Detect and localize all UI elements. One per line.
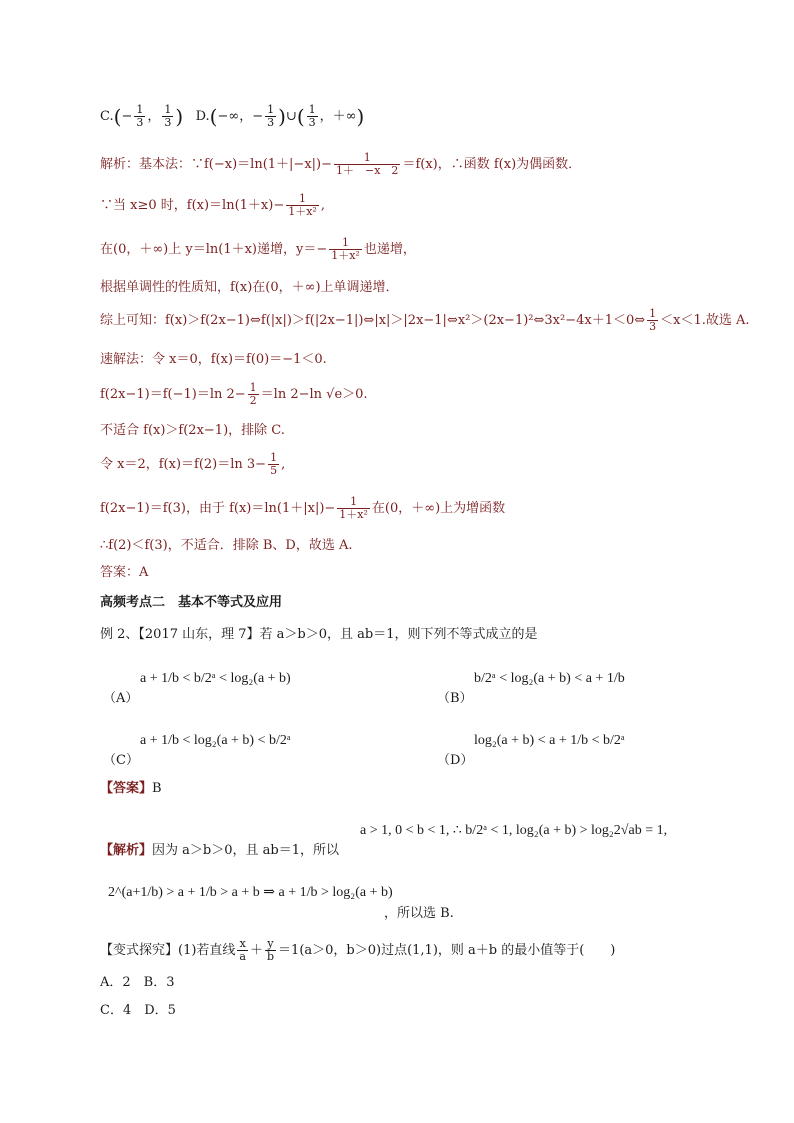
answer-a-line: 答案：A: [100, 565, 149, 580]
choose-b-text: ，所以选 B.: [384, 906, 454, 921]
section-heading: 高频考点二 基本不等式及应用: [100, 595, 283, 610]
option-c-label: （C）: [103, 753, 139, 768]
solution-line-increasing: 在(0，＋∞)上 y＝ln(1＋x)递增，y＝− $\frac{1}{\text{1＋x²}}$ 也递增，: [100, 236, 416, 262]
option-a-expr: a + 1/b < b/2ᵃ < log₂(a + b): [140, 671, 291, 686]
analysis-math: a > 1, 0 < b < 1, ∴ b/2ᵃ < 1, log₂(a + b) > log₂2√ab = 1,: [360, 823, 668, 838]
example-2-stem: 例 2、【2017 山东，理 7】若 a＞b＞0，且 ab＝1，则下列不等式成立的是: [100, 627, 538, 642]
solution-line-monotonic: 根据单调性的性质知，f(x)在(0，＋∞)上单调递增．: [100, 280, 399, 295]
option-c-expr: a + 1/b < log₂(a + b) < b/2ᵃ: [140, 733, 291, 748]
option-d-label: （D）: [437, 753, 474, 768]
option-b-label: （B）: [437, 691, 473, 706]
increasing-function-line: f(2x−1)＝f(3)，由于 f(x)＝ln(1＋|x|)− $\frac{1}{\text{1＋x²}}$ 在(0，＋∞)上为增函数: [100, 495, 506, 521]
options-c-d: C.(− $\frac{1}{3}$ ， $\frac{1}{3}$ ) D.(−∞，− $\frac{1}{3}$ )∪( $\frac{1}{3}$ ，＋∞): [100, 103, 365, 129]
exclude-c-line: 不适合 f(x)＞f(2x−1)，排除 C.: [100, 423, 285, 438]
choices-a-b: A．2 B．3: [100, 975, 175, 990]
inequality-chain: 2^(a+1/b) > a + 1/b > a + b ⇒ a + 1/b > log₂(a + b): [108, 885, 393, 900]
solution-line-basic: 解析：基本法：∵f(−x)＝ln(1＋|−x|)− $\frac{1}{1+ -x 2}$ ＝f(x)，∴函数 f(x)为偶函数．: [100, 151, 582, 177]
option-a-label: （A）: [103, 691, 139, 706]
quick-method-calc: f(2x−1)＝f(−1)＝ln 2− $\frac{1}{2}$ ＝ln 2−ln √e＞0.: [100, 381, 368, 407]
option-d-expr: log₂(a + b) < a + 1/b < b/2ᵃ: [474, 733, 625, 748]
exclude-bd-line: ∴f(2)＜f(3)，不适合．排除 B、D，故选 A.: [100, 538, 353, 553]
answer-line: 【答案】B: [100, 781, 162, 796]
choices-c-d: C．4 D．5: [100, 1003, 176, 1018]
quick-method-line: 速解法：令 x＝0，f(x)＝f(0)＝−1＜0.: [100, 352, 327, 367]
solution-line-x-positive: ∵当 x≥0 时，f(x)＝ln(1＋x)− $\frac{1}{\text{1＋x²}}$ ,: [100, 192, 325, 218]
option-b-expr: b/2ᵃ < log₂(a + b) < a + 1/b: [474, 671, 625, 686]
solution-line-summary: 综上可知：f(x)＞f(2x−1)⇔f(|x|)＞f(|2x−1|)⇔|x|＞|2x−1|⇔x²＞(2x−1)²⇔3x²−4x＋1＜0⇔ $\frac{1}{3}$ ＜x＜1.故选 A.: [100, 307, 750, 333]
let-x-2-line: 令 x＝2，f(x)＝f(2)＝ln 3− $\frac{1}{5}$ ,: [100, 451, 286, 477]
analysis-line: 【解析】因为 a＞b＞0，且 ab＝1，所以: [100, 843, 339, 858]
variant-question: 【变式探究】(1)若直线 $\frac{x}{a}$ ＋ $\frac{y}{b}$ ＝1(a＞0，b＞0)过点(1,1)，则 a＋b 的最小值等于( ): [100, 937, 616, 963]
